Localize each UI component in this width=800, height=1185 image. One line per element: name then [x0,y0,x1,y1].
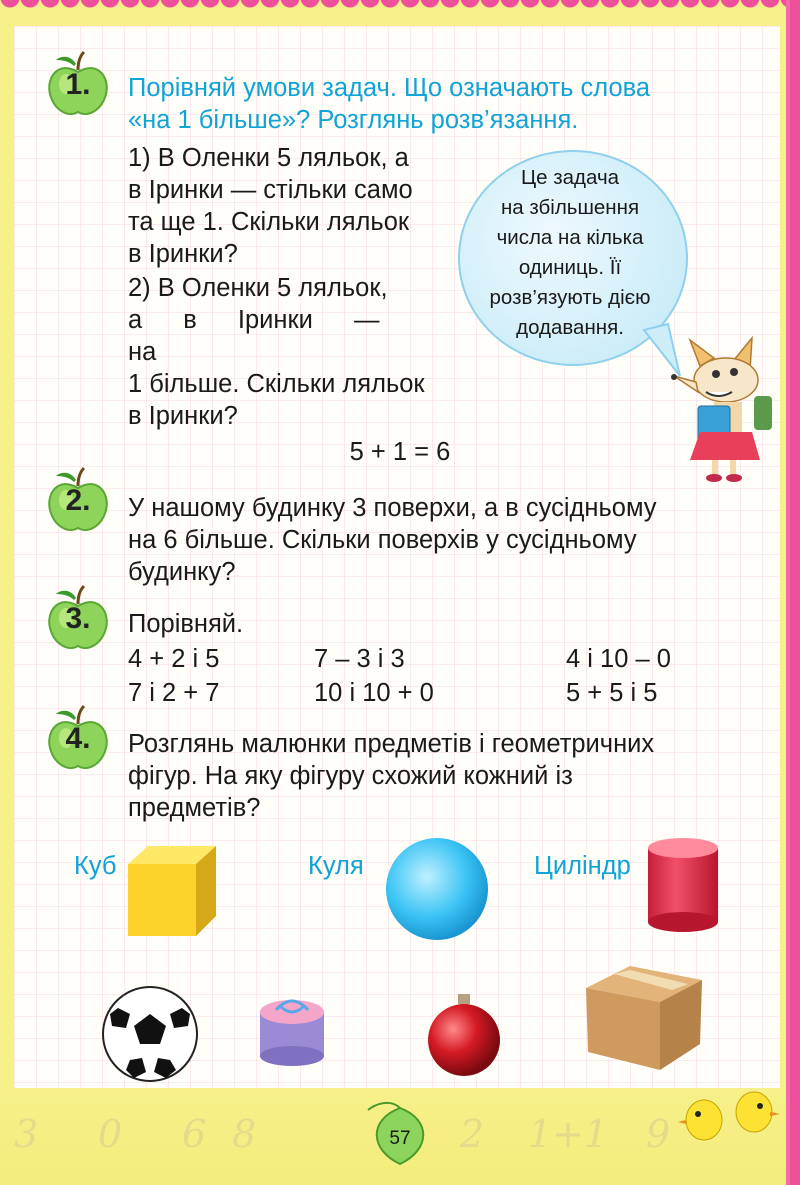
apple-icon [46,704,110,774]
problem-line: в Іринки — стільки само [128,176,413,204]
bubble-line: додавання. [516,316,624,339]
comparison-item: 10 і 10 + 0 [314,679,434,707]
gift-box [256,992,328,1068]
comparison-item: 4 + 2 і 5 [128,645,220,673]
task-number: 2. [65,484,91,517]
bubble-line: розв’язують дією [489,286,651,309]
footer-digit: 3 [14,1112,39,1156]
chicks [678,1082,782,1150]
frame-scallop [0,0,786,26]
task-number: 1. [65,68,91,101]
footer-digit: 2 [460,1112,485,1156]
footer-digit: 9 [646,1112,671,1156]
task4-text [128,728,736,824]
christmas-ornament [424,990,504,1080]
cylinder-label: Циліндр [534,852,631,880]
problem-line: та ще 1. Скільки ляльок [128,208,410,236]
task3-text: Порівняй. [128,610,244,638]
task-line: фігур. На яку фігуру схожий кожний із [128,762,573,790]
apple-icon [46,466,110,536]
comparison-item: 7 і 2 + 7 [128,679,220,707]
cube-shape [126,844,218,938]
heading-line: «на 1 більше»? Розглянь розв’язання. [128,106,579,134]
problem-line: 1 більше. Скільки ляльок [128,370,425,398]
page-number: 57 [389,1128,411,1149]
task1-heading [128,72,736,136]
cardboard-box [584,962,704,1072]
task1-problem2 [128,272,446,432]
task-line: У нашому будинку 3 поверхи, а в сусідньому [128,494,657,522]
heading-line: Порівняй умови задач. Що означають слова [128,74,651,102]
sphere-shape [384,836,490,942]
task-line: Розглянь малюнки предметів і геометричних [128,730,655,758]
footer-digit: 0 [98,1112,123,1156]
bubble-line: числа на кілька [496,226,644,249]
bubble-text [470,163,670,343]
comparison-column [128,642,219,710]
footer-digit: 8 [232,1112,257,1156]
apple-icon [46,50,110,120]
task-line: предметів? [128,794,261,822]
task-line: на 6 більше. Скільки поверхів у сусідньому [128,526,637,554]
soccer-ball [100,984,200,1084]
apple-icon [46,584,110,654]
comparison-column [566,642,671,710]
comparison-item: 7 – 3 і 3 [314,645,405,673]
comparison-item: 4 і 10 – 0 [566,645,671,673]
cylinder-shape [644,836,722,934]
task1-problem1 [128,142,446,270]
task-number: 4. [65,722,91,755]
problem-line: в Іринки? [128,240,238,268]
task2-text [128,492,736,588]
sphere-label: Куля [308,852,364,880]
bubble-line: одиниць. Її [518,256,622,279]
problem-line: а в Іринки — на [128,306,380,366]
bubble-line: на збільшення [500,196,640,219]
footer-digit: 1+1 [528,1112,609,1156]
comparison-item: 5 + 5 і 5 [566,679,658,707]
task1-equation: 5 + 1 = 6 [349,438,451,466]
task-line: будинку? [128,558,236,586]
problem-line: 1) В Оленки 5 ляльок, а [128,144,409,172]
bubble-line: Це задача [520,166,620,189]
task-number: 3. [65,602,91,635]
cube-label: Куб [74,852,117,880]
problem-line: 2) В Оленки 5 ляльок, [128,274,388,302]
comparison-column [314,642,434,710]
problem-line: в Іринки? [128,402,238,430]
footer-digit: 6 [182,1112,207,1156]
